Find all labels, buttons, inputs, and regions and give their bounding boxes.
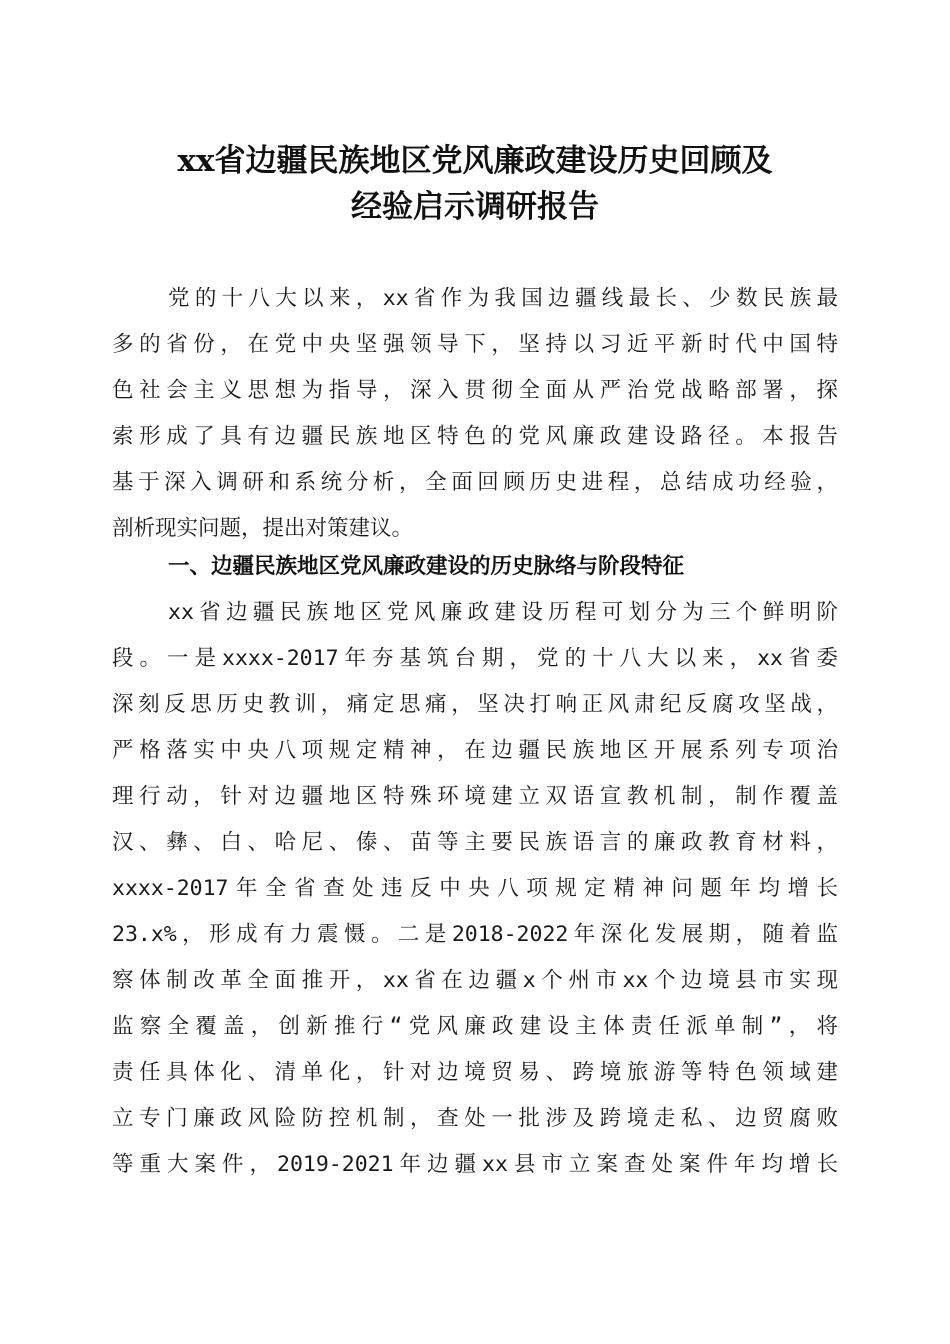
- intro-line: 基于深入调研和系统分析，全面回顾历史进程，总结成功经验，: [112, 470, 838, 495]
- section-1-line: 段。一是xxxx-2017年夯基筑台期，党的十八大以来，xx省委: [112, 646, 838, 671]
- section-1-line: 23.x%，形成有力震慑。二是2018-2022年深化发展期，随着监: [112, 922, 838, 947]
- section-1-line: 监察全覆盖，创新推行“党风廉政建设主体责任派单制”，将: [112, 1014, 838, 1039]
- intro-line: 多的省份，在党中央坚强领导下，坚持以习近平新时代中国特: [112, 332, 838, 357]
- document-title: [100, 138, 850, 230]
- intro-line: 党的十八大以来，xx省作为我国边疆线最长、少数民族最: [168, 286, 838, 311]
- intro-paragraph: [112, 276, 838, 552]
- section-1-line: xx省边疆民族地区党风廉政建设历程可划分为三个鲜明阶: [168, 600, 838, 625]
- intro-line: 色社会主义思想为指导，深入贯彻全面从严治党战略部署，探: [112, 378, 838, 403]
- intro-line: 索形成了具有边疆民族地区特色的党风廉政建设路径。本报告: [112, 424, 838, 449]
- section-1-line: 等重大案件，2019-2021年边疆xx县市立案查处案件年均增长: [112, 1152, 838, 1177]
- section-1-line: 责任具体化、清单化，针对边境贸易、跨境旅游等特色领域建: [112, 1060, 838, 1085]
- title-line-1: xx省边疆民族地区党风廉政建设历史回顾及: [177, 143, 773, 179]
- section-1-paragraph: [112, 590, 838, 1188]
- section-1-line: 严格落实中央八项规定精神，在边疆民族地区开展系列专项治: [112, 738, 838, 763]
- section-1-line: xxxx-2017年全省查处违反中央八项规定精神问题年均增长: [112, 876, 838, 901]
- section-1-line: 立专门廉政风险防控机制，查处一批涉及跨境走私、边贸腐败: [112, 1106, 838, 1131]
- section-1-line: 汉、彝、白、哈尼、傣、苗等主要民族语言的廉政教育材料，: [112, 830, 838, 855]
- section-1-line: 深刻反思历史教训，痛定思痛，坚决打响正风肃纪反腐攻坚战，: [112, 692, 838, 717]
- section-1-heading: 一、边疆民族地区党风廉政建设的历史脉络与阶段特征: [168, 554, 685, 579]
- title-line-2: 经验启示调研报告: [351, 189, 599, 225]
- section-1-line: 察体制改革全面推开，xx省在边疆x个州市xx个边境县市实现: [112, 968, 838, 993]
- section-1-line: 理行动，针对边疆地区特殊环境建立双语宣教机制，制作覆盖: [112, 784, 838, 809]
- intro-line: 剖析现实问题，提出对策建议。: [112, 516, 414, 541]
